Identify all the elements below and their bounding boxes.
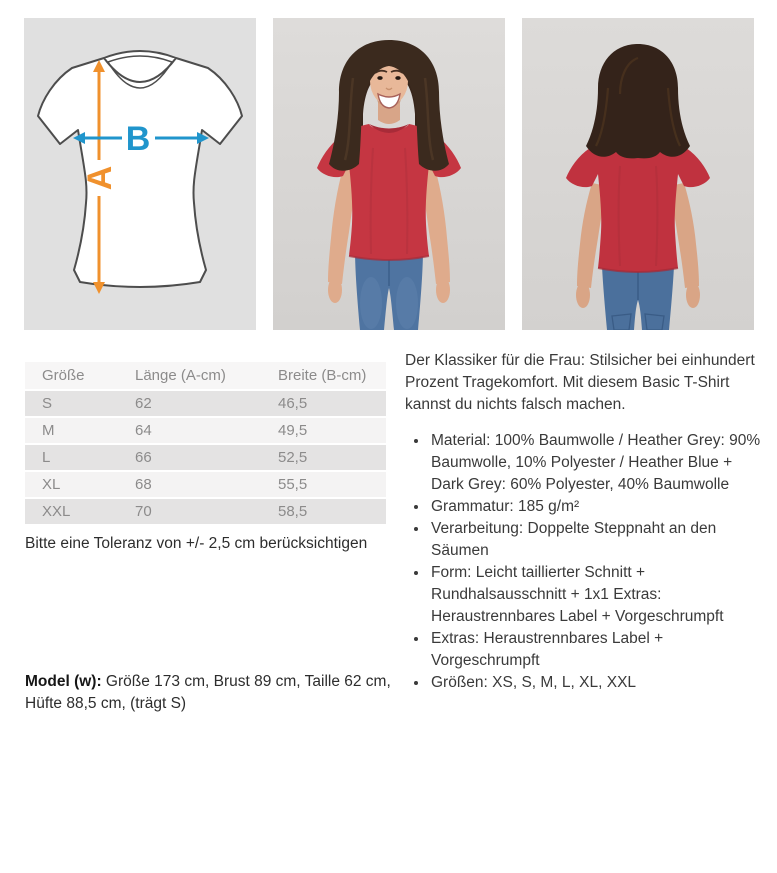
feature-item: Grammatur: 185 g/m² <box>405 496 763 518</box>
width-cell: 49,5 <box>261 418 386 443</box>
width-cell: 46,5 <box>261 391 386 416</box>
length-cell: 68 <box>118 472 261 497</box>
length-cell: 64 <box>118 418 261 443</box>
column-header-size: Größe <box>25 362 118 389</box>
size-chart-section <box>25 360 386 553</box>
size-cell: M <box>25 418 118 443</box>
size-cell: XL <box>25 472 118 497</box>
front-model-photo <box>273 18 505 330</box>
model-label: Model (w): <box>25 673 102 690</box>
model-right-hand <box>436 277 450 303</box>
column-header-length: Länge (A-cm) <box>118 362 261 389</box>
size-cell: XXL <box>25 499 118 524</box>
feature-item: Form: Leicht taillierter Schnitt + Rundhalsausschnitt + 1x1 Extras: Heraustrennbares Label + Vorgeschrumpft <box>405 562 763 628</box>
tolerance-note: Bitte eine Toleranz von +/- 2,5 cm berücksichtigen <box>25 535 368 552</box>
size-table-row <box>25 499 386 524</box>
model-text: Größe 173 cm, Brust 89 cm, Taille 62 cm, Hüfte 88,5 cm, (trägt S) <box>25 673 391 712</box>
description-intro: Der Klassiker für die Frau: Stilsicher bei einhundert Prozent Tragekomfort. Mit diesem Basic T-Shirt kannst du nichts falsch machen. <box>405 352 755 413</box>
size-table-row <box>25 472 386 497</box>
product-media-row <box>24 18 754 330</box>
width-arrow-label: B <box>125 120 151 158</box>
feature-item: Extras: Heraustrennbares Label + Vorgeschrumpft <box>405 628 763 672</box>
back-model-photo <box>522 18 754 330</box>
size-table-row <box>25 418 386 443</box>
feature-item: Größen: XS, S, M, L, XL, XXL <box>405 672 763 694</box>
width-cell: 58,5 <box>261 499 386 524</box>
front-photo-panel <box>273 18 505 330</box>
length-arrow-label: A <box>81 165 119 191</box>
jeans-wash-right <box>396 277 418 329</box>
column-header-width: Breite (B-cm) <box>261 362 386 389</box>
length-cell: 70 <box>118 499 261 524</box>
size-table-body <box>25 391 386 524</box>
size-table-header-row <box>25 362 386 389</box>
product-description-section <box>405 350 763 694</box>
length-cell: 66 <box>118 445 261 470</box>
size-diagram-graphic <box>24 18 256 330</box>
width-cell: 52,5 <box>261 445 386 470</box>
size-diagram-panel <box>24 18 256 330</box>
model-left-hand <box>576 282 590 308</box>
feature-item: Material: 100% Baumwolle / Heather Grey: 90% Baumwolle, 10% Polyester / Heather Blue + Dark Grey: 60% Polyester, 40% Baumwolle <box>405 430 763 496</box>
jeans-wash-left <box>360 277 382 329</box>
feature-list <box>405 430 763 694</box>
back-photo-panel <box>522 18 754 330</box>
feature-item: Verarbeitung: Doppelte Steppnaht an den Säumen <box>405 518 763 562</box>
width-cell: 55,5 <box>261 472 386 497</box>
size-cell: L <box>25 445 118 470</box>
model-measurements <box>25 671 397 715</box>
length-cell: 62 <box>118 391 261 416</box>
size-table-row <box>25 391 386 416</box>
size-table <box>25 360 386 526</box>
size-cell: S <box>25 391 118 416</box>
size-table-row <box>25 445 386 470</box>
model-right-hand <box>686 282 700 308</box>
model-left-hand <box>328 277 342 303</box>
